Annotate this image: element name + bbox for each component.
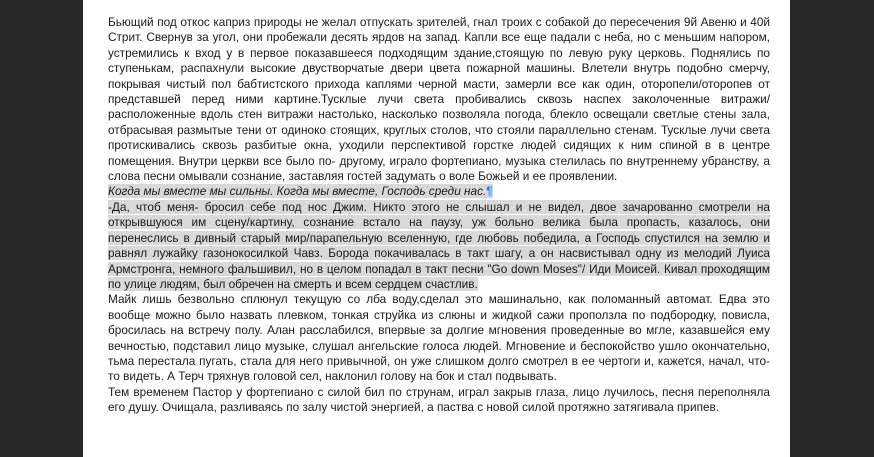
- paragraph-1: Бьющий под откос каприз природы не желал отпускать зрителей, гнал троих с собакой до пересечения 9й Авеню и 40й Стрит. Свернув за угол, они пробежали десять ярдов на запад. Капли все еще падали с неба, но с меньшим напором, устремились к вход у в первое показавшееся подходящим здание,стоящую по левую руку церковь. Поднялись по ступенькам, распахнули высокие двустворчатые двери цвета пожарной машины. Влетели внутрь подобно смерчу, покрывая чистый пол бабтистского прихода каплями черной масти, замерли все как один, оторопели/оторопев от представшей перед ними картине.Тусклые лучи света пробивались сквозь наспех заколоченные витражи/расположенные вдоль стен витражи настолько, насколько позволяла погода, блекло освещали светлые стены зала, отбрасывая размытые тени от одиноко стоящих, круглых столов, что стояли параллельно стенам. Тусклые лучи света протискивались сквозь разбитые окна, уходили перспективой горстке людей сидящих к ним спиной в в центре помещения. Внутри церкви все было по- другому, играло фортепиано, музыка стелилась по внутреннему убранству, а слова песни омывали сознание, заставляя гостей задумать о воле Божьей и ее проявлении.: [108, 15, 770, 184]
- paragraph-3: [108, 200, 770, 292]
- paragraph-4: Майк лишь безвольно сплюнул текущую со лба воду,сделал это машинально, как поломанный автомат. Едва это вообще можно было назвать плевком, тонкая струйка из слюны и жидкой сажи проползла по подбородку, повисла, бросилась на встречу полу. Алан расслабился, впервые за долгие мгновения проведенные во мгле, казавшейся ему вечностью, подставил лицо музыке, слушал ангельские голоса людей. Мгновение и беспокойство ушло окончательно, тьма перестала пугать, стала для него привычной, он уже слишком долго смотрел в ее чертоги и, кажется, начал, что-то видеть. А Терч тряхнув головой сел, наклонил голову на бок и стал подвывать.: [108, 292, 770, 384]
- highlighted-text: -Да, чтоб меня- бросил себе под нос Джим. Никто этого не слышал и не видел, двое зачарованно смотрели на открывшуюся им сцену/картину, сознание встало на паузу, уж больно велика была пропасть, казалось, они перенеслись в дивный старый мир/парапельную вселенную, где любовь победила, а Господь спустился на землю и равнял лужайку газонокосилкой Чавз. Борода покачивалась в такт шагу, а он насвистывал одну из мелодий Луиса Армстронга, немного фальшивил, но в целом попадал в такт песни "Go down Moses"/ Иди Моисей. Кивал проходящим по улице людям, был обречен на смерть и всем сердцем счастлив.: [108, 199, 770, 291]
- paragraph-chorus: [108, 184, 770, 199]
- document-page[interactable]: [83, 0, 790, 457]
- paragraph-5: Тем временем Пастор у фортепиано с силой бил по струнам, играл закрыв глаза, лицо лучилось, песня переполняла его душу. Очищала, разливаясь по залу чистой энергией, а паства с новой силой протяжно затягивала припев.: [108, 384, 770, 415]
- chorus-text: Когда мы вместе мы сильны. Когда мы вместе, Господь среди нас.: [108, 184, 487, 199]
- pilcrow-mark: ¶: [486, 184, 493, 199]
